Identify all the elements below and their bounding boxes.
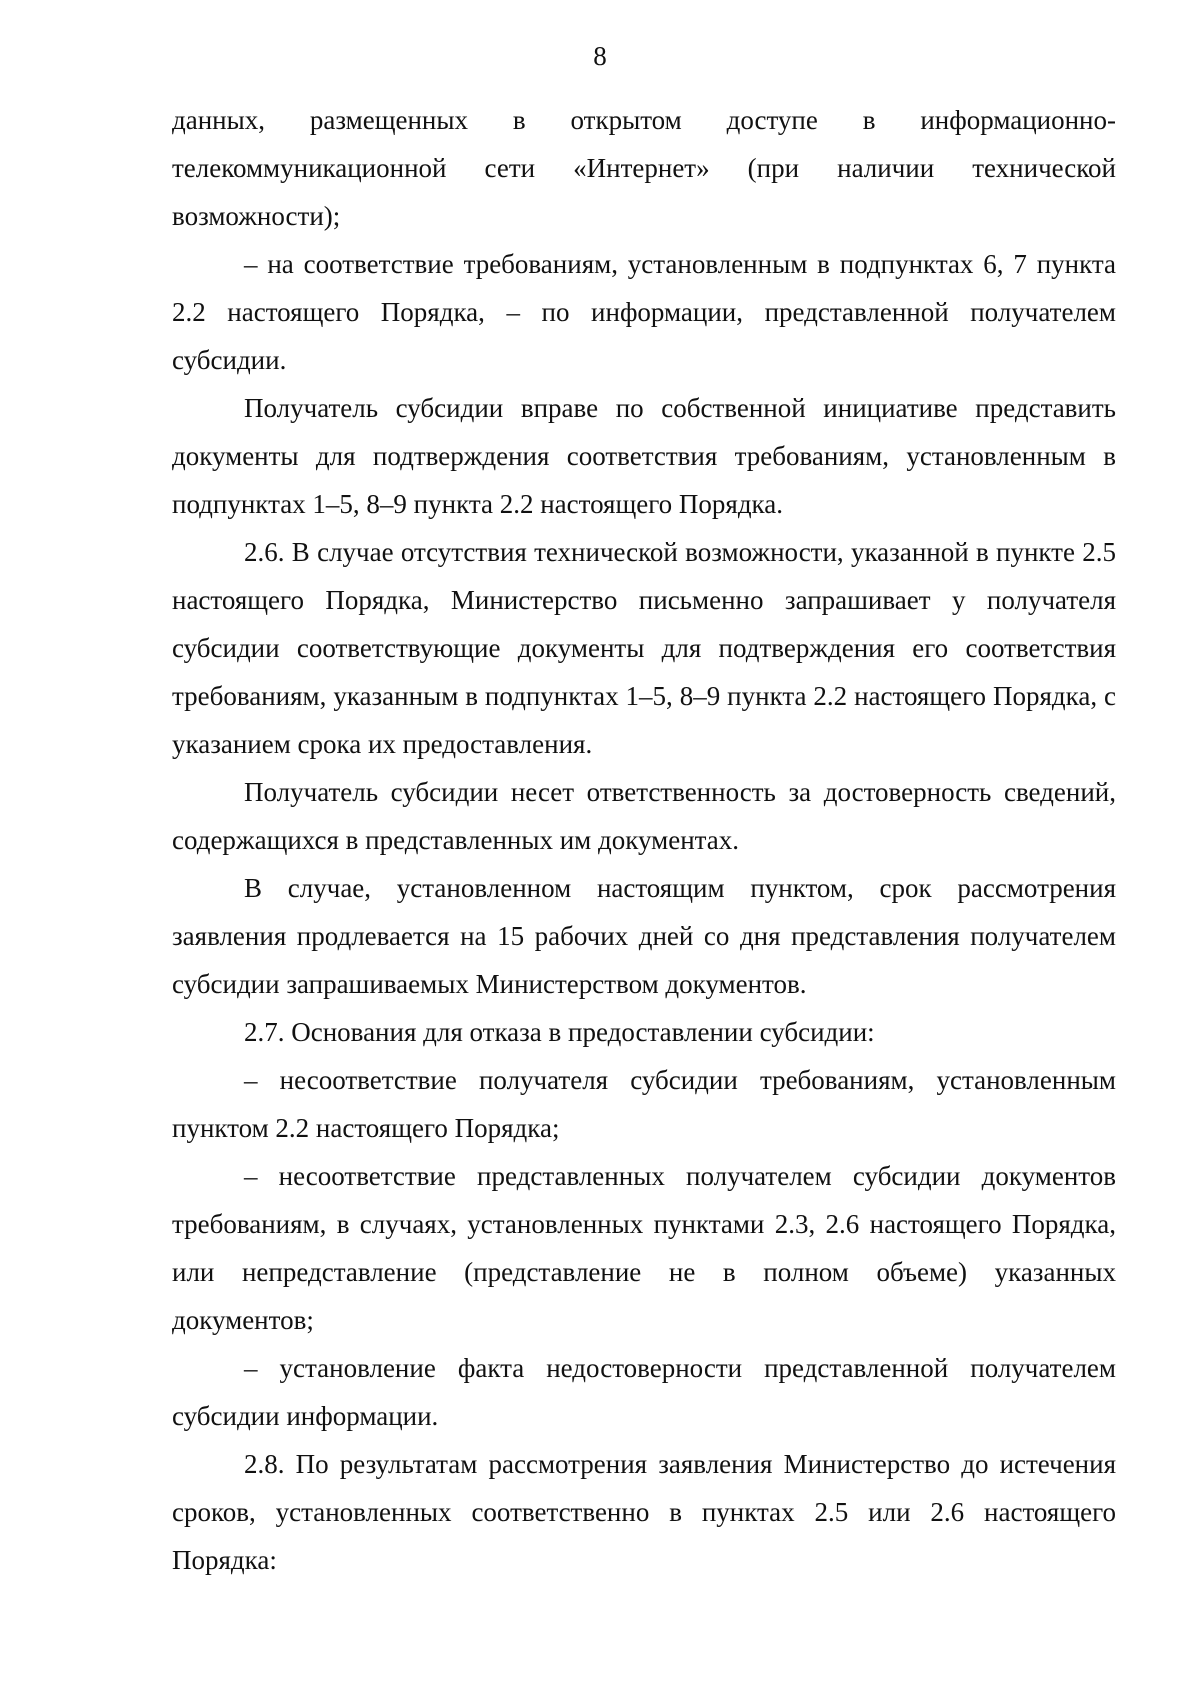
paragraph-2-8: 2.8. По результатам рассмотрения заявления Министерство до истечения сроков, установленных соответственно в пунктах 2.5 или 2.6 настоящего Порядка: [172,1449,1116,1575]
list-item-noncompliance-documents: – несоответствие представленных получателем субсидии документов требованиям, в случаях, установленных пунктами 2.3, 2.6 настоящего Порядка, или непредставление (представление не в полном объеме) указанных документов; [172,1161,1116,1335]
paragraph-responsibility: Получатель субсидии несет ответственность за достоверность сведений, содержащихся в представленных им документах. [172,777,1116,855]
document-body [172,96,1116,1584]
paragraph-requirements-check: – на соответствие требованиям, установленным в подпунктах 6, 7 пункта 2.2 настоящего Порядка, – по информации, представленной получателем субсидии. [172,249,1116,375]
paragraph-own-initiative: Получатель субсидии вправе по собственной инициативе представить документы для подтверждения соответствия требованиям, установленным в подпунктах 1–5, 8–9 пункта 2.2 настоящего Порядка. [172,393,1116,519]
paragraph-term-extension: В случае, установленном настоящим пунктом, срок рассмотрения заявления продлевается на 15 рабочих дней со дня представления получателем субсидии запрашиваемых Министерством документов. [172,873,1116,999]
list-item-noncompliance-recipient: – несоответствие получателя субсидии требованиям, установленным пунктом 2.2 настоящего Порядка; [172,1065,1116,1143]
page-number: 8 [593,41,607,71]
paragraph-2-6: 2.6. В случае отсутствия технической возможности, указанной в пункте 2.5 настоящего Порядка, Министерство письменно запрашивает у получателя субсидии соответствующие документы для подтверждения его соответствия требованиям, указанным в подпунктах 1–5, 8–9 пункта 2.2 настоящего Порядка, с указанием срока их предоставления. [172,537,1116,759]
paragraph-2-7-heading: 2.7. Основания для отказа в предоставлении субсидии: [244,1017,875,1047]
paragraph-continuation: данных, размещенных в открытом доступе в информационно-телекоммуникационной сети «Интернет» (при наличии технической возможности); [172,105,1116,231]
list-item-unreliable-information: – установление факта недостоверности представленной получателем субсидии информации. [172,1353,1116,1431]
